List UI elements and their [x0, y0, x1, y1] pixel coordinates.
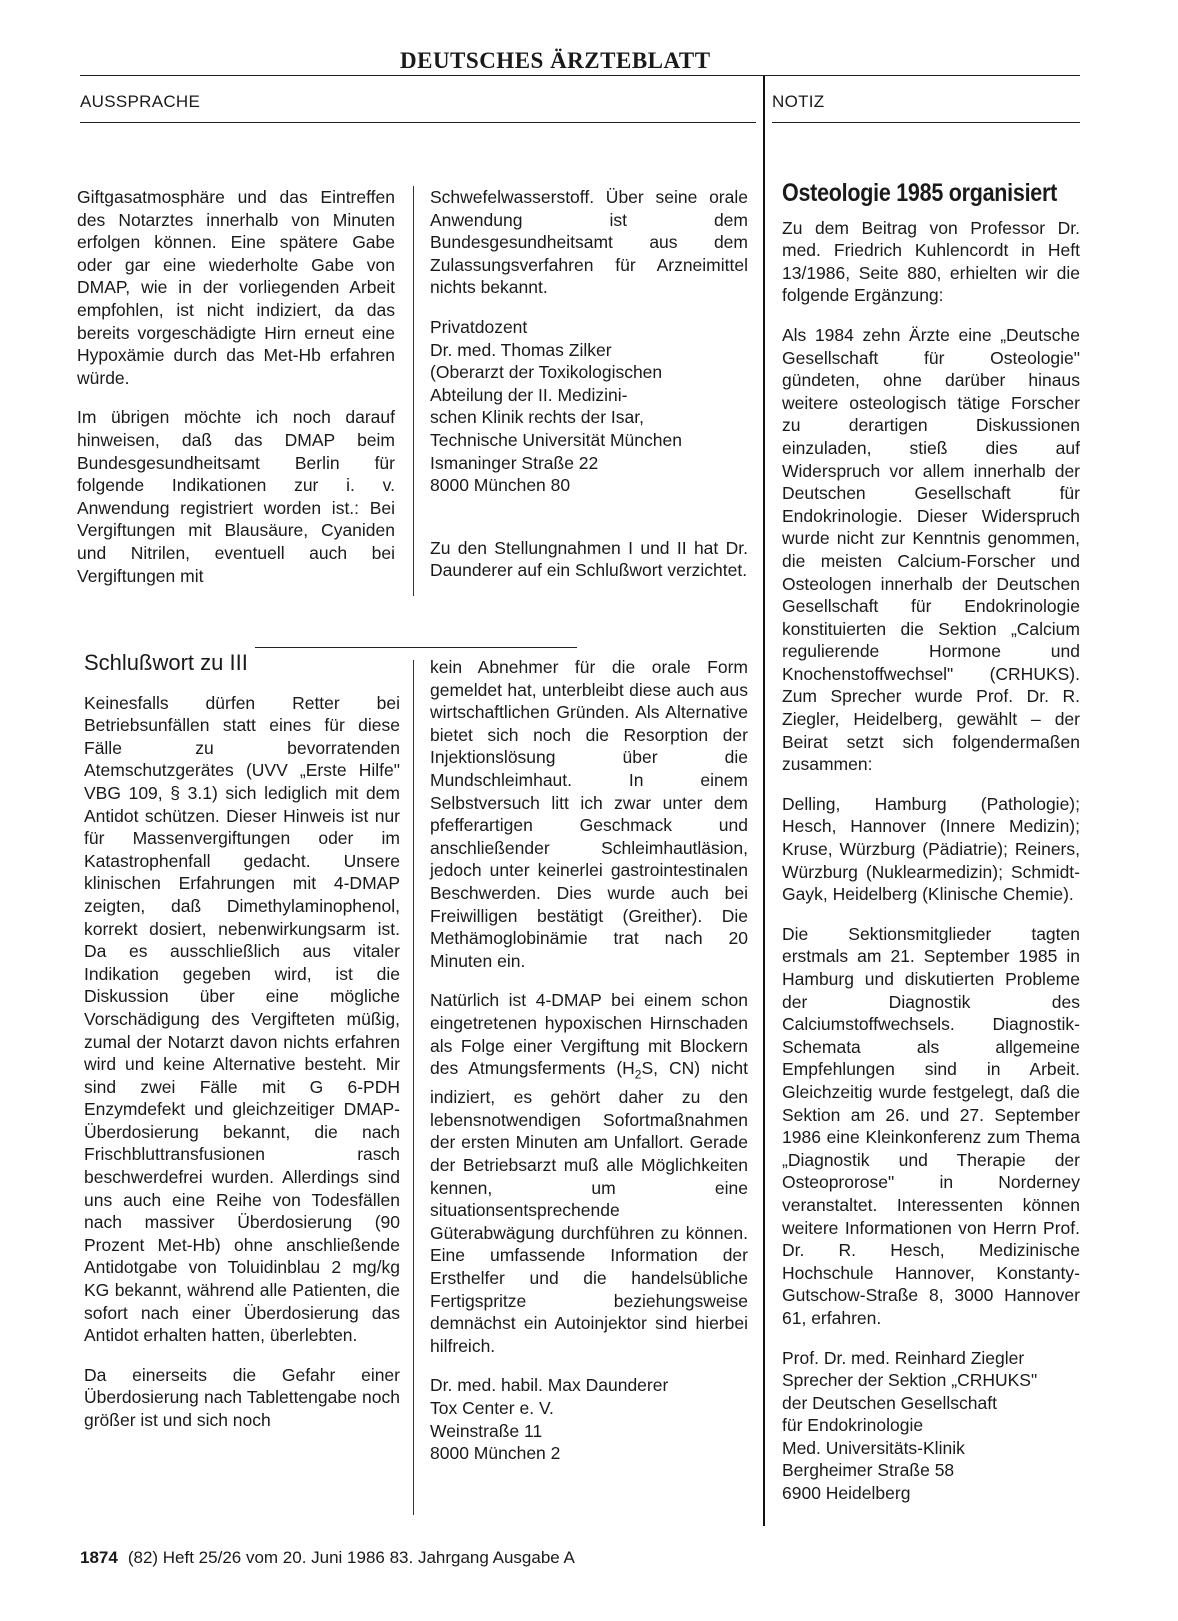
- author-line: Weinstraße 11: [430, 1420, 543, 1441]
- author-line: Abteilung der II. Medizini-: [430, 384, 628, 405]
- author-line: Privatdozent: [430, 316, 528, 337]
- paragraph: kein Abnehmer für die orale Form gemeldet hat, unterbleibt diese auch aus wirtschaftlichen Gründen. Als Alternative bietet sich noch die Resorption der Injektionslösung über die Mundschleimhaut. In einem Selbstversuch litt ich zwar unter dem pfefferartigen Geschmack und anschließender Schleimhautläsion, jedoch unter keinerlei gastrointestinalen Beschwerden. Dies wurde auch bei Freiwilligen bestätigt (Greither). Die Methämoglobinämie trat nach 20 Minuten ein.: [430, 657, 748, 971]
- section-label-aussprache: AUSSPRACHE: [80, 92, 201, 111]
- notiz-title: Osteologie 1985 organisiert: [782, 179, 1058, 207]
- author-line: schen Klinik rechts der Isar,: [430, 407, 644, 428]
- author-line: Technische Universität München: [430, 429, 682, 450]
- author-address-daunderer: [430, 1374, 748, 1464]
- text-run: Natürlich ist 4-DMAP bei einem schon eingetretenen hypoxischen Hirnschaden als Folge einer Vergiftung mit Blockern des Atmungsferments (H: [430, 990, 748, 1079]
- author-line: Bergheimer Straße 58: [782, 1460, 955, 1481]
- author-address-zilker: [430, 316, 748, 497]
- author-line: Tox Center e. V.: [430, 1397, 554, 1418]
- paragraph: Die Sektionsmitglieder tagten erstmals am 21. September 1985 in Hamburg und diskutierten Probleme der Diagnostik des Calciumstoffwechsels. Diagnostik-Schemata als allgemeine Empfehlungen sind in Arbeit. Gleichzeitig wurde festgelegt, daß die Sektion am 26. und 27. September 1986 eine Kleinkonferenz zum Thema „Diagnostik und Therapie der Osteoprorose" in Norderney veranstaltet. Interessenten können weitere Informationen von Herrn Prof. Dr. R. Hesch, Medizinische Hochschule Hannover, Konstanty-Gutschow-Straße 8, 3000 Hannover 61, erfahren.: [782, 923, 1080, 1328]
- issue-details: (82) Heft 25/26 vom 20. Juni 1986 83. Jahrgang Ausgabe A: [127, 1548, 575, 1567]
- author-line: Ismaninger Straße 22: [430, 452, 599, 473]
- paragraph: Giftgasatmosphäre und das Eintreffen des Notarztes innerhalb von Minuten erfolgen können. Eine spätere Gabe oder gar eine wiederholte Gabe von DMAP, wie in der vorliegenden Arbeit empfohlen, ist nicht indiziert, da das bereits vorgeschädigte Hirn erneut eine Hypoxämie durch das Met-Hb erfahren würde.: [77, 187, 395, 388]
- author-line: 8000 München 80: [430, 475, 571, 496]
- section-rule-left: [80, 122, 756, 123]
- notiz-column: [782, 179, 1080, 1505]
- paragraph: Als 1984 zehn Ärzte eine „Deutsche Gesellschaft für Osteologie" gündeten, ohne darüber hinaus weitere osteologisch tätige Forscher zu derartigen Diskussionen einzuladen, stieß dies auf Widerspruch vor allem innerhalb der Deutschen Gesellschaft für Endokrinologie. Dieser Widerspruch wurde nicht zur Kenntnis genommen, die meisten Calcium-Forscher und Osteologen innerhalb der Deutschen Gesellschaft für Endokrinologie konstituierten die Sektion „Calcium regulierende Hormone und Knochenstoffwechsel" (CRHUKS). Zum Sprecher wurde Prof. Dr. R. Ziegler, Heidelberg, gewählt – der Beirat setzt sich folgendermaßen zusammen:: [782, 324, 1080, 775]
- paragraph: Zu dem Beitrag von Professor Dr. med. Friedrich Kuhlencordt in Heft 13/1986, Seite 880, erhielten wir die folgende Ergänzung:: [782, 217, 1080, 306]
- column-divider-bottom: [413, 660, 414, 1515]
- author-line: Dr. med. habil. Max Daunderer: [430, 1375, 669, 1396]
- column-1-top: [77, 186, 395, 587]
- notiz-column-divider: [763, 76, 765, 1526]
- paragraph: Keinesfalls dürfen Retter bei Betriebsunfällen statt eines für diese Fälle zu bevorratenden Atemschutzgerätes (UVV „Erste Hilfe" VBG 109, § 3.1) sich lediglich mit dem Antidot schützen. Dieser Hinweis ist nur für Massenvergiftungen oder im Katastrophenfall gedacht. Unsere klinischen Erfahrungen mit 4-DMAP zeigten, daß Dimethylaminophenol, korrekt dosiert, nebenwirkungsarm ist. Da es ausschließlich aus vitaler Indikation gegeben wird, ist die Diskussion über eine mögliche Vorschädigung des Vergifteten müßig, zumal der Notarzt davon nichts erfahren wird und keine Alternative besteht. Mir sind zwei Fälle mit G 6-PDH Enzymdefekt und gleichzeitiger DMAP-Überdosierung bekannt, die nach Frischbluttransfusionen rasch beschwerdefrei wurden. Allerdings sind uns auch eine Reihe von Todesfällen nach massiver Überdosierung (90 Prozent Met-Hb) ohne anschließende Antidotgabe von Toluidinblau 2 mg/kg KG bekannt, während alle Patienten, die sofort nach einer Überdosierung das Antidot erhalten hatten, überlebten.: [84, 692, 400, 1346]
- paragraph: Delling, Hamburg (Pathologie); Hesch, Hannover (Innere Medizin); Kruse, Würzburg (Pädiatrie); Reiners, Würzburg (Nuklearmedizin); Schmidt-Gayk, Heidelberg (Klinische Chemie).: [782, 793, 1080, 905]
- paragraph: [430, 989, 748, 1357]
- column-divider-top: [413, 186, 414, 596]
- header-rule: [80, 75, 1080, 76]
- author-address-ziegler: [782, 1347, 1080, 1505]
- author-line: Prof. Dr. med. Reinhard Ziegler: [782, 1347, 1025, 1368]
- page-footer: [80, 1548, 575, 1568]
- masthead-title: DEUTSCHES ÄRZTEBLATT: [400, 48, 711, 73]
- column-2-bottom: [430, 656, 748, 1465]
- column-2-top: [430, 186, 748, 582]
- heading-schlusswort: Schlußwort zu III: [84, 650, 248, 675]
- author-line: Dr. med. Thomas Zilker: [430, 339, 612, 360]
- author-line: für Endokrinologie: [782, 1415, 924, 1436]
- article-separator-rule: [255, 647, 577, 648]
- paragraph: Im übrigen möchte ich noch darauf hinweisen, daß das DMAP beim Bundesgesundheitsamt Berlin für folgende Indikationen zur i. v. Anwendung registriert worden ist.: Bei Vergiftungen mit Blausäure, Cyaniden und Nitrilen, eventuell auch bei Vergiftungen mit: [77, 407, 395, 586]
- editorial-note: Zu den Stellungnahmen I und II hat Dr. Daunderer auf ein Schlußwort verzichtet.: [430, 537, 748, 581]
- author-line: Med. Universitäts-Klinik: [782, 1437, 965, 1458]
- text-run: S, CN) nicht indiziert, es gehört daher zu den lebensnotwendigen Sofortmaßnahmen der ersten Minuten am Unfallort. Gerade der Betriebsarzt muß alle Möglichkeiten kennen, um eine situationsentsprechende Güterabwägung durchführen zu können. Eine umfassende Information der Ersthelfer und die handelsübliche Fertigspritze beziehungsweise demnächst ein Autoinjektor sind hierbei hilfreich.: [430, 1058, 748, 1356]
- page-number: 1874: [80, 1548, 118, 1567]
- section-rule-right: [772, 122, 1080, 123]
- paragraph: Da einerseits die Gefahr einer Überdosierung nach Tablettengabe noch größer ist und sich noch: [84, 1364, 400, 1430]
- author-line: 6900 Heidelberg: [782, 1483, 911, 1504]
- section-label-notiz: NOTIZ: [772, 92, 825, 111]
- paragraph: Schwefelwasserstoff. Über seine orale Anwendung ist dem Bundesgesundheitsamt aus dem Zulassungsverfahren für Arzneimittel nichts bekannt.: [430, 187, 748, 298]
- author-line: der Deutschen Gesellschaft: [782, 1392, 997, 1413]
- author-line: Sprecher der Sektion „CRHUKS": [782, 1370, 1038, 1391]
- column-1-bottom: [84, 652, 400, 1432]
- author-line: 8000 München 2: [430, 1443, 561, 1464]
- subscript: 2: [634, 1067, 642, 1082]
- author-line: (Oberarzt der Toxikologischen: [430, 362, 663, 383]
